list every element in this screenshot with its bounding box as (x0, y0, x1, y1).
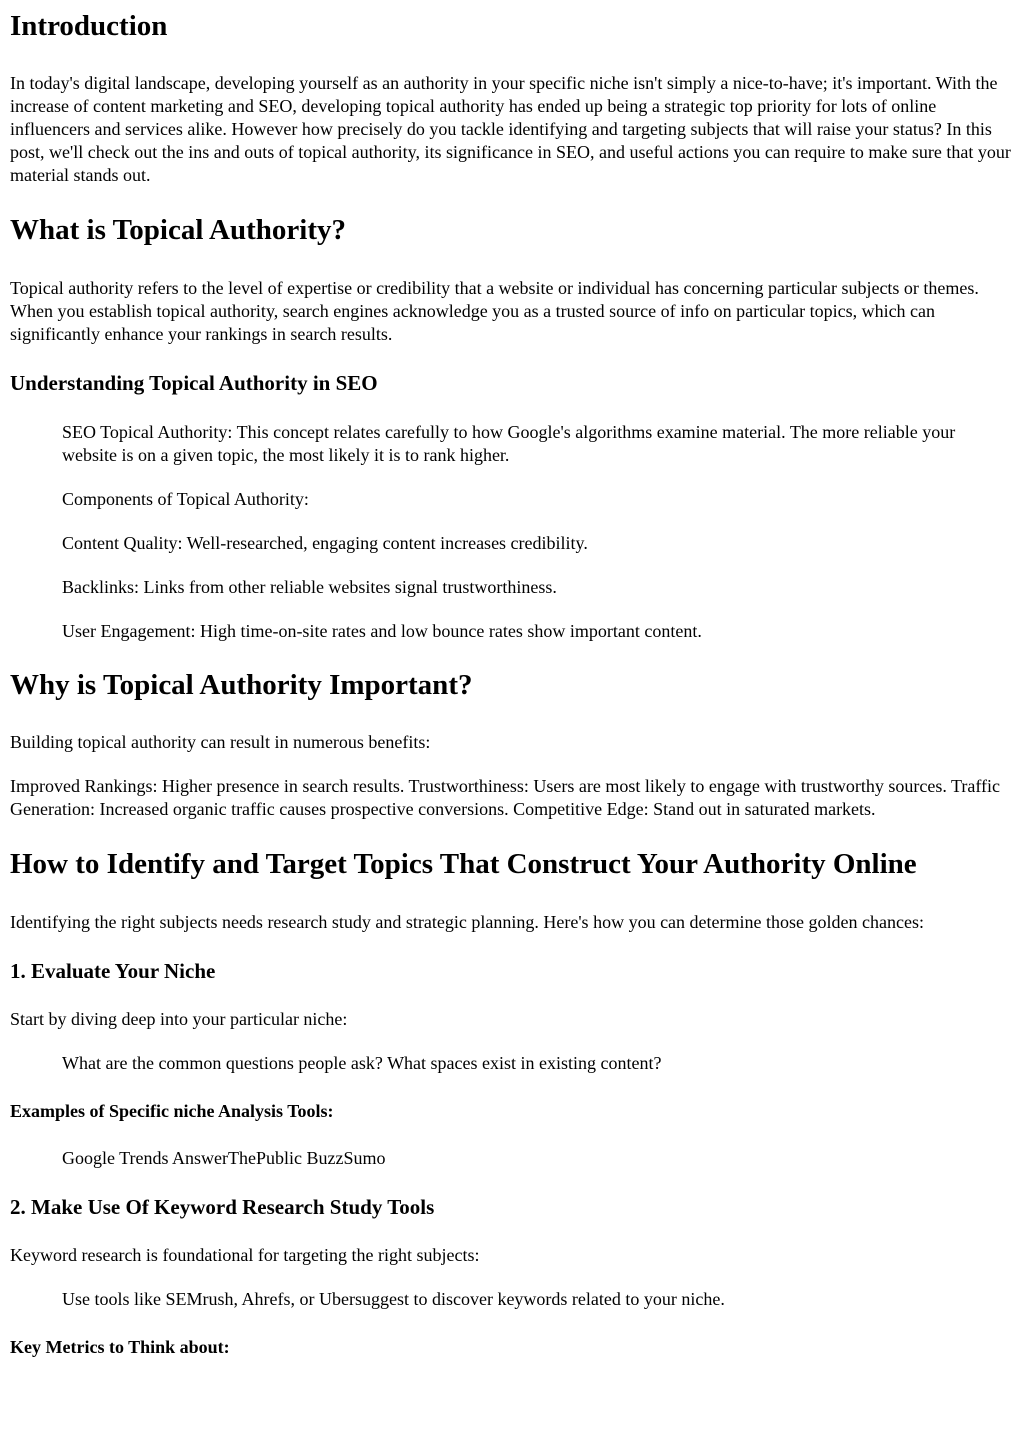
list-item: Backlinks: Links from other reliable websites signal trustworthiness. (62, 576, 557, 597)
what-heading: What is Topical Authority? (10, 214, 346, 247)
step2-indented: Use tools like SEMrush, Ahrefs, or Ubersuggest to discover keywords related to your niche. (62, 1289, 725, 1310)
how-heading: How to Identify and Target Topics That Construct Your Authority Online (10, 848, 917, 881)
intro-heading: Introduction (10, 10, 168, 42)
components-list (10, 421, 1014, 643)
intro-paragraph: In today's digital landscape, developing yourself as an authority in your specific niche isn't simply a nice-to-have; it's important. With the increase of content marketing and SEO, developing topical authority has ended up being a strategic top priority for lots of online influencers and services alike. However how precisely do you tackle identifying and targeting subjects that will raise your status? In this post, we'll check out the ins and outs of topical authority, its significance in SEO, and useful actions you can require to make sure that your material stands out. (10, 73, 1011, 186)
step1-heading: 1. Evaluate Your Niche (10, 958, 216, 983)
step1-indented: What are the common questions people ask? What spaces exist in existing content? (62, 1052, 662, 1073)
list-item: SEO Topical Authority: This concept relates carefully to how Google's algorithms examine material. The more reliable your website is on a given topic, the most likely it is to rank higher. (62, 421, 956, 465)
why-heading: Why is Topical Authority Important? (10, 668, 473, 701)
list-item: Components of Topical Authority: (62, 488, 309, 509)
what-paragraph: Topical authority refers to the level of expertise or credibility that a website or individual has concerning particular subjects or themes. When you establish topical authority, search engines acknowledge you as a trusted source of info on particular topics, which can significantly enhance your rankings in search results. (10, 277, 979, 344)
list-item: Content Quality: Well-researched, engaging content increases credibility. (62, 532, 588, 553)
step1-paragraph: Start by diving deep into your particular niche: (10, 1008, 348, 1029)
step2-heading: 2. Make Use Of Keyword Research Study Tools (10, 1195, 435, 1220)
step1-tools: Google Trends AnswerThePublic BuzzSumo (62, 1148, 386, 1169)
list-item: User Engagement: High time-on-site rates and low bounce rates show important content. (62, 620, 702, 641)
why-paragraph-2: Improved Rankings: Higher presence in search results. Trustworthiness: Users are most likely to engage with trustworthy sources. Traffic Generation: Increased organic traffic causes prospective conversions. Competitive Edge: Stand out in saturated markets. (10, 776, 1000, 820)
step2-paragraph: Keyword research is foundational for targeting the right subjects: (10, 1245, 480, 1266)
step2-metrics-heading: Key Metrics to Think about: (10, 1337, 230, 1358)
step1-tools-heading: Examples of Specific niche Analysis Tools: (10, 1100, 334, 1121)
how-paragraph: Identifying the right subjects needs research study and strategic planning. Here's how you can determine those golden chances: (10, 911, 924, 932)
understanding-subheading: Understanding Topical Authority in SEO (10, 370, 378, 395)
why-paragraph-1: Building topical authority can result in numerous benefits: (10, 732, 431, 753)
